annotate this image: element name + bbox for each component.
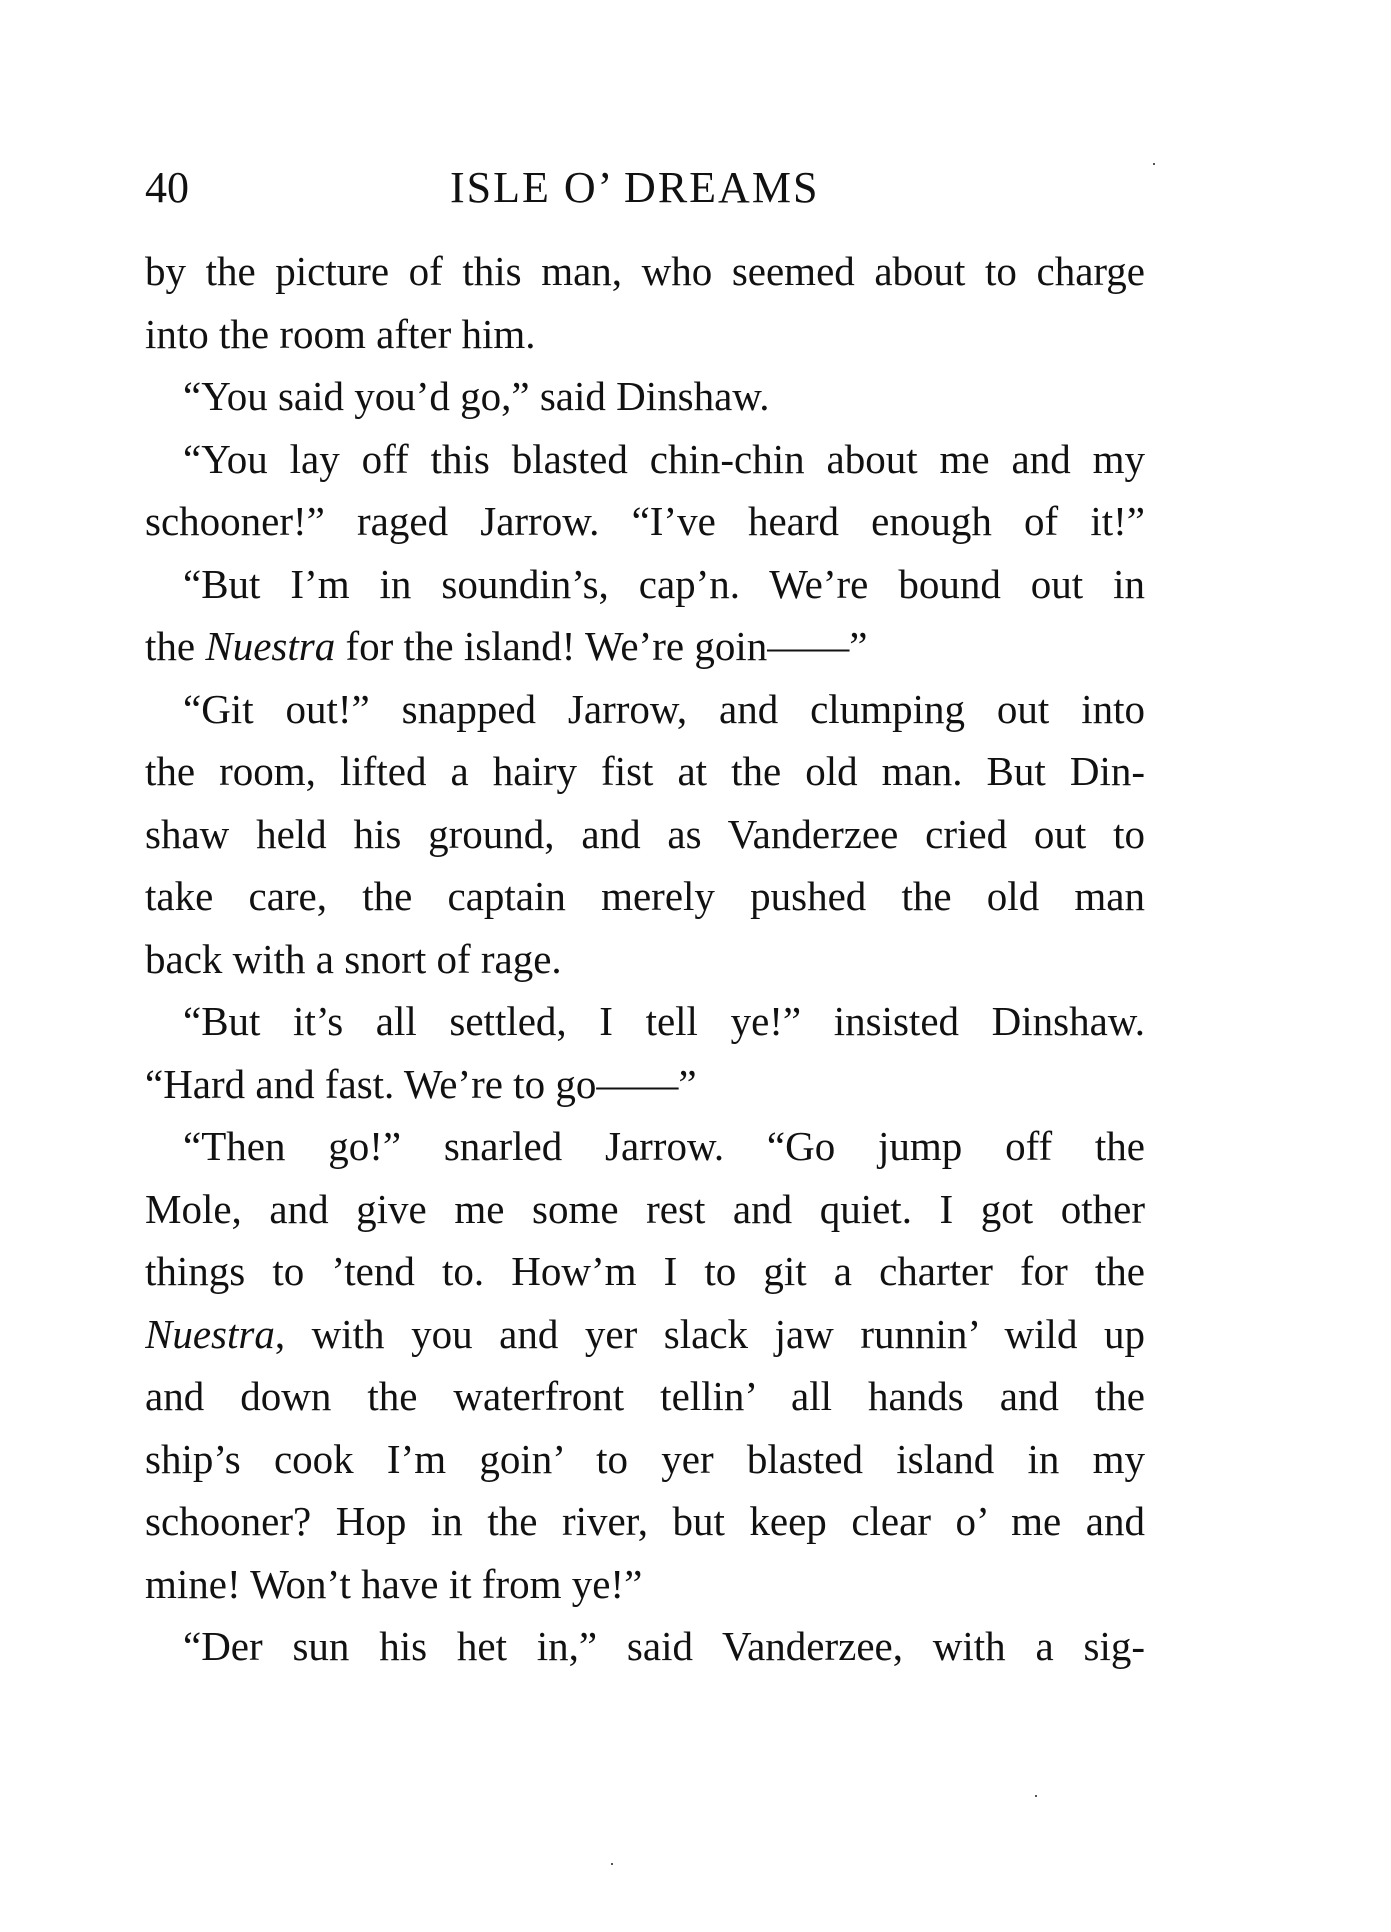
text-line: into the room after him.	[145, 310, 536, 357]
text-line: schooner!” raged Jarrow. “I’ve heard enough of it!”	[145, 498, 1145, 544]
page-number: 40	[145, 163, 189, 212]
text-line: things to ’tend to. How’m I to git a charter for the	[145, 1248, 1145, 1294]
text-line: the room, lifted a hairy fist at the old man. But Din-	[145, 748, 1145, 794]
text-line: and down the waterfront tellin’ all hands and the	[145, 1373, 1145, 1419]
text-line: “Der sun his het in,” said Vanderzee, with a sig-	[183, 1623, 1145, 1669]
text-line: “Git out!” snapped Jarrow, and clumping out into	[183, 685, 1145, 732]
text-line: “Then go!” snarled Jarrow. “Go jump off the	[183, 1123, 1145, 1169]
text-line: “But I’m in soundin’s, cap’n. We’re bound out in	[183, 560, 1145, 607]
text-line: Mole, and give me some rest and quiet. I got other	[145, 1185, 1145, 1232]
text-line: mine! Won’t have it from ye!”	[145, 1560, 643, 1607]
text-line: ship’s cook I’m goin’ to yer blasted island in my	[145, 1435, 1145, 1482]
text-line: back with a snort of rage.	[145, 935, 562, 982]
italic-ship-name: Nuestra	[145, 1310, 275, 1357]
text-line: the Nuestra for the island! We’re goin——”	[145, 623, 868, 669]
text-line: “You lay off this blasted chin-chin about me and my	[183, 435, 1145, 482]
text-line: by the picture of this man, who seemed about to charge	[145, 248, 1145, 294]
text-line: shaw held his ground, and as Vanderzee cried out to	[145, 810, 1145, 857]
scan-speck	[611, 1863, 613, 1865]
running-head: ISLE O’ DREAMS	[450, 163, 820, 212]
text-line: take care, the captain merely pushed the old man	[145, 873, 1145, 919]
body-text	[145, 240, 1145, 1678]
text-line: schooner? Hop in the river, but keep clear o’ me and	[145, 1498, 1145, 1544]
page-header	[145, 158, 1145, 218]
text-line: “Hard and fast. We’re to go——”	[145, 1060, 697, 1107]
scan-speck	[1035, 1795, 1037, 1797]
text-line: “You said you’d go,” said Dinshaw.	[183, 373, 770, 419]
text-line: “But it’s all settled, I tell ye!” insisted Dinshaw.	[183, 998, 1145, 1044]
text-line: Nuestra, with you and yer slack jaw runnin’ wild up	[145, 1310, 1145, 1357]
italic-ship-name: Nuestra	[205, 623, 336, 669]
scan-speck	[1153, 163, 1155, 165]
